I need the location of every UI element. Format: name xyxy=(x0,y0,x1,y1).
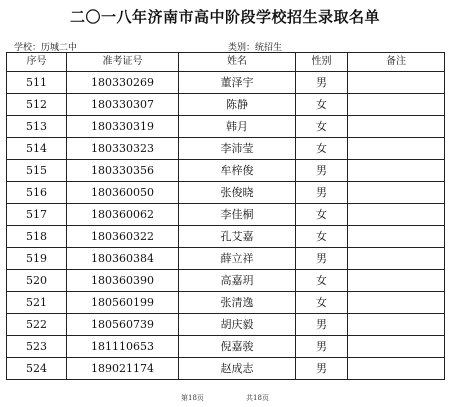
cell-remarks xyxy=(348,358,445,380)
cell-gender: 男 xyxy=(296,182,348,204)
header-name: 姓名 xyxy=(179,53,296,72)
cell-remarks xyxy=(348,138,445,160)
cell-name: 牟梓俊 xyxy=(179,160,296,182)
cell-serial: 521 xyxy=(7,292,67,314)
cell-gender: 女 xyxy=(296,270,348,292)
cell-serial: 520 xyxy=(7,270,67,292)
cell-name: 倪嘉骏 xyxy=(179,336,296,358)
school-label: 学校：历城二中 xyxy=(14,43,78,53)
cell-exam-id: 180360062 xyxy=(67,204,179,226)
cell-serial: 514 xyxy=(7,138,67,160)
cell-remarks xyxy=(348,182,445,204)
cell-remarks xyxy=(348,72,445,94)
cell-exam-id: 181110653 xyxy=(67,336,179,358)
cell-remarks xyxy=(348,292,445,314)
cell-remarks xyxy=(348,270,445,292)
cell-remarks xyxy=(348,204,445,226)
cell-name: 高嘉玥 xyxy=(179,270,296,292)
cell-remarks xyxy=(348,336,445,358)
table-row xyxy=(7,204,445,226)
cell-remarks xyxy=(348,94,445,116)
cell-name: 董泽宇 xyxy=(179,72,296,94)
cell-exam-id: 180560739 xyxy=(67,314,179,336)
cell-name: 张俊晓 xyxy=(179,182,296,204)
cell-serial: 513 xyxy=(7,116,67,138)
cell-name: 李沛莹 xyxy=(179,138,296,160)
cell-exam-id: 180560199 xyxy=(67,292,179,314)
cell-exam-id: 180330356 xyxy=(67,160,179,182)
cell-name: 胡庆毅 xyxy=(179,314,296,336)
cell-exam-id: 180360050 xyxy=(67,182,179,204)
cell-name: 赵成志 xyxy=(179,358,296,380)
table-row xyxy=(7,226,445,248)
cell-exam-id: 180330323 xyxy=(67,138,179,160)
header-serial: 序号 xyxy=(7,53,67,72)
table-row xyxy=(7,248,445,270)
cell-serial: 515 xyxy=(7,160,67,182)
document-title: 二〇一八年济南市高中阶段学校招生录取名单 xyxy=(69,8,380,26)
cell-exam-id: 180330269 xyxy=(67,72,179,94)
page-number: 第18页 xyxy=(181,394,204,402)
cell-gender: 男 xyxy=(296,160,348,182)
cell-serial: 516 xyxy=(7,182,67,204)
cell-name: 张清逸 xyxy=(179,292,296,314)
cell-serial: 518 xyxy=(7,226,67,248)
cell-gender: 男 xyxy=(296,358,348,380)
cell-remarks xyxy=(348,314,445,336)
header-gender: 性别 xyxy=(296,53,348,72)
table-row xyxy=(7,72,445,94)
table-header-row xyxy=(7,53,445,72)
table-row xyxy=(7,138,445,160)
cell-exam-id: 180360384 xyxy=(67,248,179,270)
table-row xyxy=(7,270,445,292)
page-total: 共18页 xyxy=(246,394,269,402)
cell-serial: 512 xyxy=(7,94,67,116)
table-row xyxy=(7,314,445,336)
cell-serial: 524 xyxy=(7,358,67,380)
cell-remarks xyxy=(348,226,445,248)
category-label: 类别：统招生 xyxy=(228,43,283,53)
cell-gender: 女 xyxy=(296,226,348,248)
cell-remarks xyxy=(348,160,445,182)
cell-gender: 男 xyxy=(296,314,348,336)
cell-exam-id: 180330319 xyxy=(67,116,179,138)
cell-gender: 男 xyxy=(296,248,348,270)
cell-gender: 女 xyxy=(296,138,348,160)
cell-serial: 523 xyxy=(7,336,67,358)
cell-serial: 511 xyxy=(7,72,67,94)
cell-exam-id: 180330307 xyxy=(67,94,179,116)
table-row xyxy=(7,292,445,314)
cell-exam-id: 189021174 xyxy=(67,358,179,380)
cell-serial: 519 xyxy=(7,248,67,270)
cell-name: 李佳桐 xyxy=(179,204,296,226)
cell-gender: 女 xyxy=(296,204,348,226)
cell-name: 孔艾嘉 xyxy=(179,226,296,248)
header-exam-id: 准考证号 xyxy=(67,53,179,72)
cell-serial: 522 xyxy=(7,314,67,336)
cell-name: 陈静 xyxy=(179,94,296,116)
table-row xyxy=(7,116,445,138)
cell-gender: 女 xyxy=(296,292,348,314)
cell-serial: 517 xyxy=(7,204,67,226)
cell-gender: 男 xyxy=(296,336,348,358)
header-remarks: 备注 xyxy=(348,53,445,72)
cell-gender: 男 xyxy=(296,72,348,94)
table-row xyxy=(7,336,445,358)
table-row xyxy=(7,160,445,182)
table-row xyxy=(7,94,445,116)
cell-remarks xyxy=(348,248,445,270)
cell-remarks xyxy=(348,116,445,138)
table-row xyxy=(7,358,445,380)
cell-exam-id: 180360390 xyxy=(67,270,179,292)
table-row xyxy=(7,182,445,204)
cell-exam-id: 180360322 xyxy=(67,226,179,248)
cell-name: 韩月 xyxy=(179,116,296,138)
admission-table xyxy=(6,52,445,380)
cell-name: 薛立祥 xyxy=(179,248,296,270)
cell-gender: 女 xyxy=(296,94,348,116)
cell-gender: 女 xyxy=(296,116,348,138)
